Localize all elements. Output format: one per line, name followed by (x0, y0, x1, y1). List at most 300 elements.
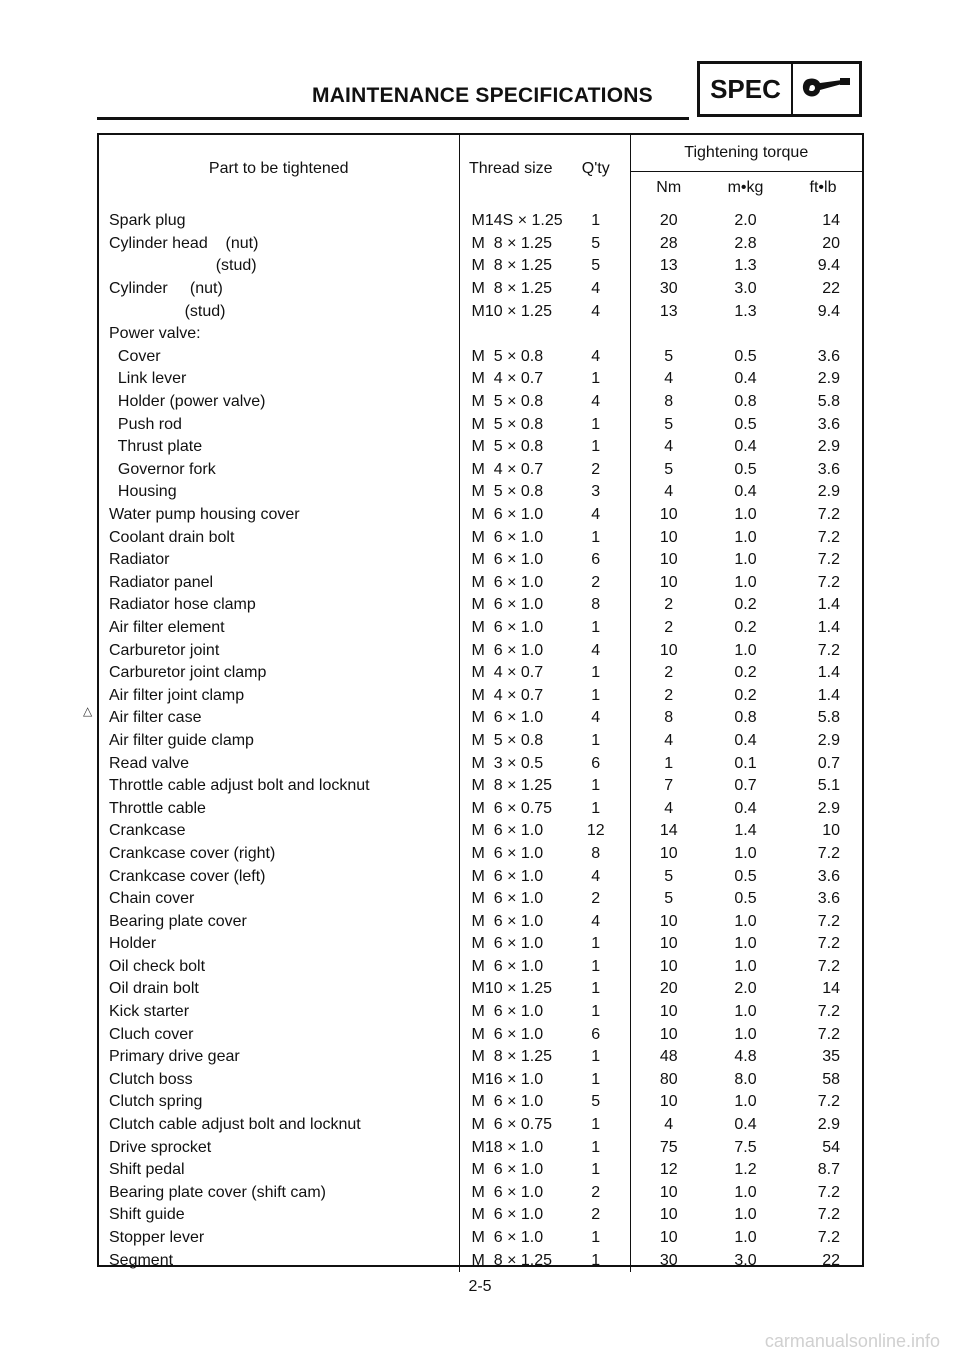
cell-ftlb: 2.9 (817, 483, 841, 501)
cell-thread: M 6 × 1.0 (471, 709, 544, 727)
cell-ftlb: 3.6 (817, 460, 841, 478)
cell-thread: M 8 × 1.25 (471, 257, 552, 275)
cell-nm: 20 (659, 212, 678, 230)
cell-ftlb: 7.2 (817, 844, 841, 862)
cell-part: Carburetor joint (99, 639, 459, 662)
cell-thread: M 6 × 1.0 (471, 890, 544, 908)
cell-nm: 20 (659, 980, 678, 998)
cell-qty: 1 (562, 797, 630, 820)
cell-thread: M 6 × 1.0 (471, 1003, 544, 1021)
revision-mark-icon: △ (83, 704, 93, 718)
cell-part: Air filter element (99, 617, 459, 640)
cell-part: Cylinder (nut) (99, 278, 459, 301)
table-row (99, 1159, 862, 1182)
table-row (99, 730, 862, 753)
cell-ftlb: 7.2 (817, 528, 841, 546)
cell-thread: M 6 × 1.0 (471, 506, 544, 524)
cell-nm: 4 (664, 483, 674, 501)
table-row (99, 978, 862, 1001)
table-row (99, 684, 862, 707)
cell-part: Crankcase cover (left) (99, 865, 459, 888)
cell-qty: 5 (562, 233, 630, 256)
page-title: MAINTENANCE SPECIFICATIONS (312, 84, 653, 107)
cell-nm: 2 (664, 618, 674, 636)
cell-nm: 10 (659, 912, 678, 930)
cell-thread: M 6 × 1.0 (471, 551, 544, 569)
table-row (99, 203, 862, 233)
table-row (99, 639, 862, 662)
cell-part: Holder (power valve) (99, 391, 459, 414)
cell-thread: M 6 × 1.0 (471, 822, 544, 840)
cell-thread: M 8 × 1.25 (471, 234, 552, 252)
table-row (99, 233, 862, 256)
cell-ftlb: 20 (822, 234, 841, 252)
cell-ftlb: 3.6 (817, 890, 841, 908)
cell-thread: M 6 × 0.75 (471, 799, 552, 817)
page-number: 2-5 (468, 1278, 492, 1295)
cell-nm: 7 (664, 777, 674, 795)
cell-qty: 1 (562, 684, 630, 707)
cell-part: (stud) (99, 300, 459, 323)
cell-qty: 1 (562, 775, 630, 798)
cell-thread: M 5 × 0.8 (471, 347, 544, 365)
cell-mkg (707, 323, 784, 346)
table-row (99, 956, 862, 979)
cell-ftlb: 7.2 (817, 1003, 841, 1021)
cell-ftlb: 10 (822, 822, 841, 840)
cell-part: Read valve (99, 752, 459, 775)
cell-part: Holder (99, 933, 459, 956)
cell-part: Carburetor joint clamp (99, 662, 459, 685)
cell-qty: 4 (562, 910, 630, 933)
table-row (99, 1114, 862, 1137)
cell-ftlb: 1.4 (817, 686, 841, 704)
column-header-mkg: m•kg (707, 172, 784, 204)
column-header-torque: Tightening torque (684, 144, 809, 161)
cell-qty: 2 (562, 1182, 630, 1205)
cell-qty: 2 (562, 572, 630, 595)
cell-thread: M 3 × 0.5 (471, 754, 544, 772)
cell-thread: M 5 × 0.8 (471, 731, 544, 749)
title-underline (97, 117, 689, 120)
cell-ftlb: 22 (822, 280, 841, 298)
cell-mkg: 3.0 (734, 1251, 757, 1269)
cell-qty: 1 (562, 662, 630, 685)
cell-thread: M 5 × 0.8 (471, 483, 544, 501)
cell-mkg: 1.0 (734, 912, 757, 930)
cell-nm: 14 (659, 822, 678, 840)
cell-mkg: 0.7 (734, 777, 757, 795)
cell-thread: M 8 × 1.25 (471, 1048, 552, 1066)
cell-part: Air filter case (99, 707, 459, 730)
cell-thread: M 6 × 0.75 (471, 1116, 552, 1134)
table-row (99, 865, 862, 888)
cell-part: Thrust plate (99, 436, 459, 459)
cell-nm: 5 (664, 460, 674, 478)
cell-ftlb: 2.9 (817, 370, 841, 388)
cell-part: Cluch cover (99, 1023, 459, 1046)
cell-nm: 8 (664, 709, 674, 727)
table-row (99, 594, 862, 617)
cell-mkg: 1.0 (734, 1025, 757, 1043)
cell-qty: 1 (562, 1046, 630, 1069)
cell-mkg: 0.2 (734, 686, 757, 704)
cell-nm: 10 (659, 506, 678, 524)
cell-qty: 1 (562, 436, 630, 459)
table-row (99, 707, 862, 730)
cell-part: Power valve: (99, 323, 459, 346)
cell-mkg: 1.0 (734, 1183, 757, 1201)
cell-mkg: 1.0 (734, 641, 757, 659)
cell-ftlb: 7.2 (817, 1206, 841, 1224)
cell-nm: 10 (659, 1093, 678, 1111)
cell-part: Cover (99, 346, 459, 369)
cell-mkg: 0.4 (734, 483, 757, 501)
cell-nm: 8 (664, 393, 674, 411)
cell-ftlb: 3.6 (817, 867, 841, 885)
cell-nm: 10 (659, 935, 678, 953)
cell-ftlb: 7.2 (817, 912, 841, 930)
cell-nm: 28 (659, 234, 678, 252)
cell-part: Link lever (99, 368, 459, 391)
table-row (99, 662, 862, 685)
cell-nm: 10 (659, 844, 678, 862)
cell-nm: 5 (664, 890, 674, 908)
cell-part: Clutch boss (99, 1069, 459, 1092)
cell-nm: 5 (664, 347, 674, 365)
cell-thread: M 4 × 0.7 (471, 370, 544, 388)
cell-part: Shift pedal (99, 1159, 459, 1182)
cell-mkg: 2.0 (734, 212, 757, 230)
cell-part: Oil drain bolt (99, 978, 459, 1001)
table-row (99, 1023, 862, 1046)
cell-qty: 12 (562, 820, 630, 843)
cell-qty: 1 (562, 1227, 630, 1250)
cell-nm: 2 (664, 596, 674, 614)
cell-qty: 4 (562, 504, 630, 527)
cell-ftlb: 7.2 (817, 957, 841, 975)
cell-thread: M 6 × 1.0 (471, 957, 544, 975)
table-row (99, 481, 862, 504)
cell-ftlb: 14 (822, 212, 841, 230)
cell-nm: 13 (659, 257, 678, 275)
cell-mkg: 0.4 (734, 438, 757, 456)
table-row (99, 820, 862, 843)
cell-thread (459, 323, 562, 346)
cell-part: Segment (99, 1249, 459, 1272)
cell-mkg: 8.0 (734, 1070, 757, 1088)
cell-mkg: 1.4 (734, 822, 757, 840)
cell-mkg: 2.0 (734, 980, 757, 998)
cell-qty: 4 (562, 865, 630, 888)
table-row (99, 549, 862, 572)
cell-mkg: 0.5 (734, 460, 757, 478)
cell-part: Primary drive gear (99, 1046, 459, 1069)
cell-ftlb: 1.4 (817, 596, 841, 614)
torque-table (99, 135, 862, 1272)
table-row (99, 1249, 862, 1272)
cell-thread: M 4 × 0.7 (471, 664, 544, 682)
cell-qty: 2 (562, 1204, 630, 1227)
cell-ftlb: 9.4 (817, 257, 841, 275)
cell-thread: M 6 × 1.0 (471, 1093, 544, 1111)
cell-part: Radiator (99, 549, 459, 572)
cell-thread: M 6 × 1.0 (471, 844, 544, 862)
torque-table-frame (97, 133, 864, 1267)
cell-qty: 1 (562, 1136, 630, 1159)
cell-nm: 10 (659, 1025, 678, 1043)
cell-ftlb: 2.9 (817, 799, 841, 817)
cell-mkg: 1.0 (734, 551, 757, 569)
table-row (99, 1046, 862, 1069)
cell-ftlb: 14 (822, 980, 841, 998)
cell-mkg: 1.3 (734, 257, 757, 275)
table-row (99, 775, 862, 798)
cell-mkg: 0.5 (734, 347, 757, 365)
cell-thread: M 6 × 1.0 (471, 867, 544, 885)
table-row (99, 368, 862, 391)
cell-thread: M 6 × 1.0 (471, 935, 544, 953)
cell-nm: 10 (659, 641, 678, 659)
cell-qty: 4 (562, 346, 630, 369)
cell-mkg: 1.0 (734, 1206, 757, 1224)
cell-qty: 4 (562, 707, 630, 730)
cell-ftlb: 5.8 (817, 709, 841, 727)
cell-part: Crankcase (99, 820, 459, 843)
cell-part: Bearing plate cover (99, 910, 459, 933)
cell-mkg: 1.0 (734, 1093, 757, 1111)
cell-thread: M 6 × 1.0 (471, 1025, 544, 1043)
table-row (99, 526, 862, 549)
cell-part: Bearing plate cover (shift cam) (99, 1182, 459, 1205)
table-row (99, 323, 862, 346)
cell-nm: 5 (664, 867, 674, 885)
table-row (99, 910, 862, 933)
cell-thread: M 6 × 1.0 (471, 1229, 544, 1247)
cell-mkg: 0.2 (734, 618, 757, 636)
cell-thread: M 6 × 1.0 (471, 1183, 544, 1201)
cell-nm (630, 323, 707, 346)
cell-mkg: 1.0 (734, 957, 757, 975)
cell-qty: 3 (562, 481, 630, 504)
cell-part: Throttle cable (99, 797, 459, 820)
table-row (99, 300, 862, 323)
cell-qty: 1 (562, 413, 630, 436)
cell-ftlb: 0.7 (817, 754, 841, 772)
spec-badge (697, 61, 862, 117)
cell-thread: M 6 × 1.0 (471, 641, 544, 659)
cell-qty: 2 (562, 888, 630, 911)
cell-nm: 4 (664, 1116, 674, 1134)
cell-mkg: 0.5 (734, 890, 757, 908)
cell-mkg: 0.2 (734, 664, 757, 682)
cell-mkg: 0.5 (734, 415, 757, 433)
cell-ftlb: 7.2 (817, 1025, 841, 1043)
cell-mkg: 1.0 (734, 528, 757, 546)
cell-mkg: 0.8 (734, 709, 757, 727)
cell-part: Governor fork (99, 459, 459, 482)
table-row (99, 1227, 862, 1250)
cell-nm: 4 (664, 731, 674, 749)
cell-mkg: 1.0 (734, 506, 757, 524)
cell-thread: M 4 × 0.7 (471, 686, 544, 704)
cell-thread: M 5 × 0.8 (471, 415, 544, 433)
column-header-ftlb: ft•lb (784, 172, 862, 204)
cell-thread: M18 × 1.0 (471, 1138, 544, 1156)
cell-qty: 1 (562, 730, 630, 753)
cell-ftlb: 7.2 (817, 641, 841, 659)
cell-ftlb: 58 (822, 1070, 841, 1088)
cell-ftlb: 22 (822, 1251, 841, 1269)
cell-part: Spark plug (99, 203, 459, 233)
cell-thread: M 6 × 1.0 (471, 573, 544, 591)
table-row (99, 1069, 862, 1092)
cell-thread: M 4 × 0.7 (471, 460, 544, 478)
cell-qty: 1 (562, 978, 630, 1001)
table-row (99, 413, 862, 436)
column-header-nm: Nm (630, 172, 707, 204)
cell-thread: M 6 × 1.0 (471, 1206, 544, 1224)
table-row (99, 504, 862, 527)
cell-ftlb: 7.2 (817, 935, 841, 953)
cell-mkg: 1.0 (734, 935, 757, 953)
cell-nm: 4 (664, 438, 674, 456)
cell-nm: 80 (659, 1070, 678, 1088)
cell-mkg: 0.1 (734, 754, 757, 772)
cell-part: Kick starter (99, 1001, 459, 1024)
cell-part: Chain cover (99, 888, 459, 911)
cell-nm: 10 (659, 1206, 678, 1224)
cell-mkg: 1.2 (734, 1161, 757, 1179)
column-header-thread: Thread size (468, 160, 553, 177)
table-row (99, 1001, 862, 1024)
cell-ftlb: 54 (822, 1138, 841, 1156)
cell-part: Crankcase cover (right) (99, 843, 459, 866)
column-header-part: Part to be tightened (99, 135, 459, 203)
watermark: carmanualsonline.info (764, 1331, 940, 1351)
cell-thread: M 6 × 1.0 (471, 618, 544, 636)
cell-ftlb: 5.8 (817, 393, 841, 411)
cell-nm: 48 (659, 1048, 678, 1066)
cell-part: Stopper lever (99, 1227, 459, 1250)
cell-ftlb: 7.2 (817, 551, 841, 569)
cell-qty: 1 (562, 526, 630, 549)
cell-mkg: 0.4 (734, 1116, 757, 1134)
cell-mkg: 0.8 (734, 393, 757, 411)
cell-part: Radiator panel (99, 572, 459, 595)
cell-nm: 10 (659, 528, 678, 546)
cell-part: Shift guide (99, 1204, 459, 1227)
table-row (99, 346, 862, 369)
cell-ftlb: 2.9 (817, 731, 841, 749)
cell-thread: M 6 × 1.0 (471, 528, 544, 546)
cell-ftlb: 3.6 (817, 415, 841, 433)
cell-qty: 1 (562, 1001, 630, 1024)
cell-part: Oil check bolt (99, 956, 459, 979)
cell-ftlb: 2.9 (817, 1116, 841, 1134)
cell-qty: 1 (562, 368, 630, 391)
cell-part: Air filter joint clamp (99, 684, 459, 707)
cell-nm: 30 (659, 1251, 678, 1269)
cell-part: Coolant drain bolt (99, 526, 459, 549)
cell-thread: M 5 × 0.8 (471, 438, 544, 456)
cell-mkg: 0.5 (734, 867, 757, 885)
cell-qty: 4 (562, 278, 630, 301)
cell-ftlb: 1.4 (817, 664, 841, 682)
cell-ftlb: 7.2 (817, 1183, 841, 1201)
cell-thread: M 8 × 1.25 (471, 1251, 552, 1269)
cell-qty: 1 (562, 1069, 630, 1092)
cell-ftlb: 9.4 (817, 302, 841, 320)
cell-nm: 10 (659, 551, 678, 569)
cell-qty: 8 (562, 843, 630, 866)
cell-thread: M14S × 1.25 (471, 212, 563, 230)
cell-qty: 4 (562, 391, 630, 414)
cell-part: Clutch cable adjust bolt and locknut (99, 1114, 459, 1137)
table-row (99, 888, 862, 911)
cell-thread: M10 × 1.25 (471, 980, 552, 998)
cell-qty: 8 (562, 594, 630, 617)
table-row (99, 933, 862, 956)
cell-mkg: 3.0 (734, 280, 757, 298)
cell-nm: 10 (659, 1229, 678, 1247)
cell-ftlb: 7.2 (817, 506, 841, 524)
cell-nm: 10 (659, 957, 678, 975)
cell-part: Housing (99, 481, 459, 504)
cell-nm: 1 (664, 754, 674, 772)
cell-thread: M 8 × 1.25 (471, 777, 552, 795)
cell-qty: 5 (562, 1091, 630, 1114)
cell-part: Cylinder head (nut) (99, 233, 459, 256)
cell-nm: 12 (659, 1161, 678, 1179)
cell-mkg: 0.4 (734, 370, 757, 388)
cell-part: Water pump housing cover (99, 504, 459, 527)
cell-mkg: 1.0 (734, 1229, 757, 1247)
table-row (99, 1204, 862, 1227)
cell-thread: M 8 × 1.25 (471, 280, 552, 298)
cell-mkg: 4.8 (734, 1048, 757, 1066)
cell-nm: 2 (664, 686, 674, 704)
table-row (99, 436, 862, 459)
cell-mkg: 0.2 (734, 596, 757, 614)
table-row (99, 617, 862, 640)
cell-thread: M16 × 1.0 (471, 1070, 544, 1088)
cell-qty: 6 (562, 752, 630, 775)
cell-qty: 4 (562, 639, 630, 662)
cell-nm: 4 (664, 799, 674, 817)
cell-thread: M 6 × 1.0 (471, 1161, 544, 1179)
cell-qty: 5 (562, 255, 630, 278)
cell-mkg: 0.4 (734, 799, 757, 817)
table-row (99, 843, 862, 866)
cell-mkg: 1.3 (734, 302, 757, 320)
cell-nm: 10 (659, 573, 678, 591)
cell-qty (562, 323, 630, 346)
cell-mkg: 7.5 (734, 1138, 757, 1156)
cell-mkg: 1.0 (734, 844, 757, 862)
cell-part: Clutch spring (99, 1091, 459, 1114)
cell-nm: 75 (659, 1138, 678, 1156)
cell-part: Throttle cable adjust bolt and locknut (99, 775, 459, 798)
cell-qty: 4 (562, 300, 630, 323)
cell-mkg: 0.4 (734, 731, 757, 749)
table-row (99, 1091, 862, 1114)
cell-part: Radiator hose clamp (99, 594, 459, 617)
cell-mkg: 1.0 (734, 1003, 757, 1021)
cell-qty: 1 (562, 1159, 630, 1182)
cell-qty: 1 (562, 1114, 630, 1137)
cell-qty: 2 (562, 459, 630, 482)
